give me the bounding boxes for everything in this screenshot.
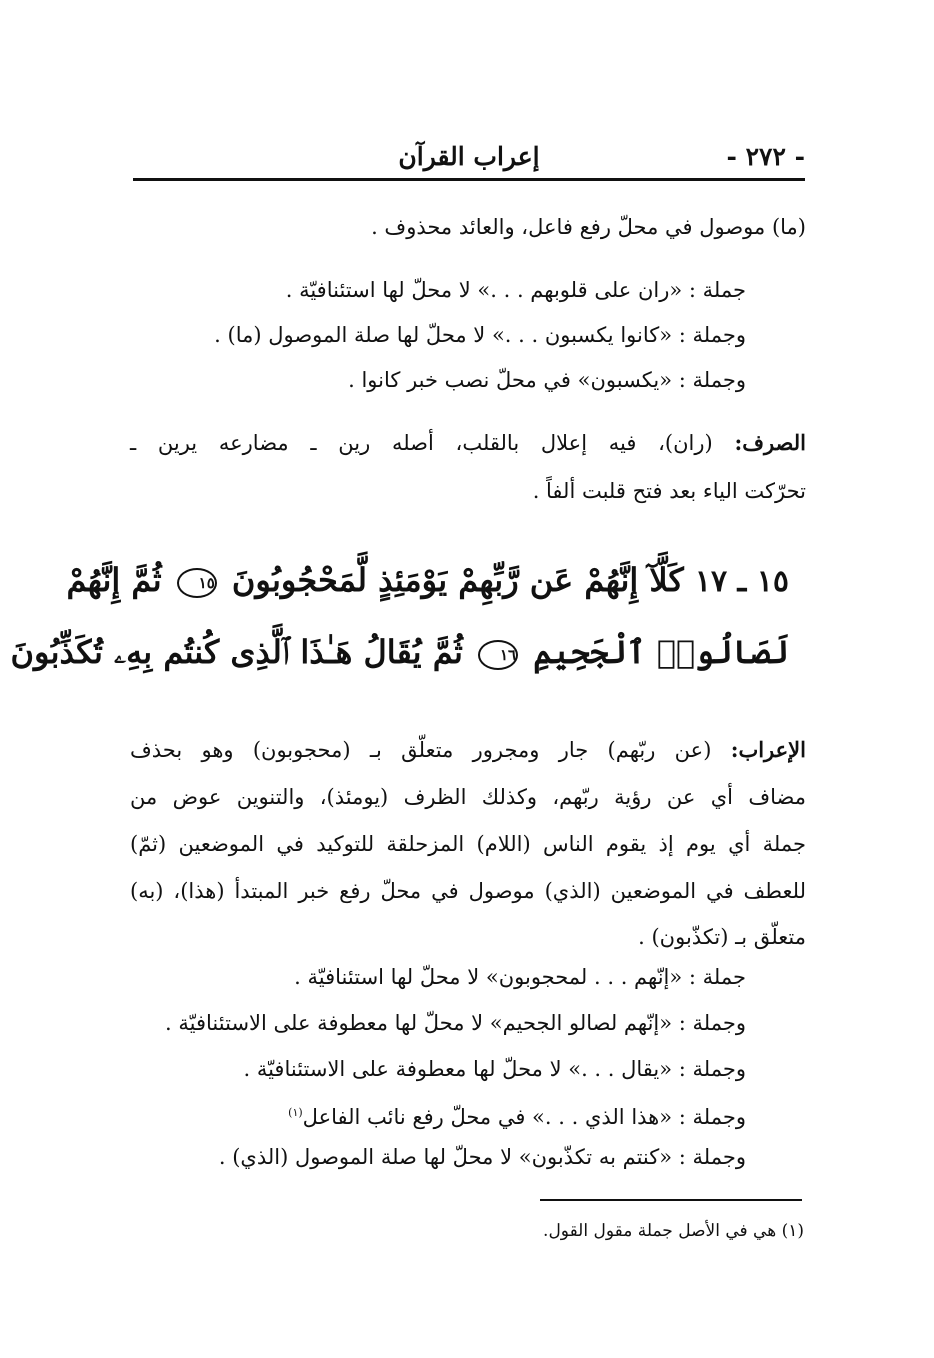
ayah-end-marker: ١٦ [478,640,518,670]
verse-number: ١٥ ـ ١٧ [694,564,789,599]
sarf-label: الصرف: [734,430,806,455]
paragraph-line: (ما) موصول في محلّ رفع فاعل، والعائد محذوف . [371,215,806,239]
sentence-line: وجملة : «كنتم به تكذّبون» لا محلّ لها صلة الموصول (الذي) . [218,1145,746,1169]
sentence-text: وجملة : «هذا الذي . . .» في محلّ رفع نائب الفاعل [302,1105,746,1129]
verse-text: ثُمَّ يُقَالُ هَـٰذَا ٱلَّذِى كُنتُم بِهِۦ تُكَذِّبُونَ [10,633,463,671]
irab-paragraph-line [130,735,806,765]
sarf-paragraph-line [130,428,806,458]
irab-paragraph-line: للعطف في الموضعين (الذي) موصول في محلّ رفع خبر المبتدأ (هذا)، (به) [130,879,806,903]
running-title: إعراب القرآن [398,142,540,171]
quran-verse-line [66,556,789,606]
ayah-end-marker: ١٥ [177,568,217,598]
quran-verse-line [10,628,789,676]
sentence-line: وجملة : «يكسبون» في محلّ نصب خبر كانوا . [348,368,746,392]
sentence-line: وجملة : «كانوا يكسبون . . .» لا محلّ لها صلة الموصول (ما) . [214,323,746,347]
sentence-line: جملة : «إنّهم . . . لمحجوبون» لا محلّ لها استئنافيّة . [294,965,746,989]
sentence-line: وجملة : «إنّهم لصالو الجحيم» لا محلّ لها معطوفة على الاستئنافيّة . [165,1011,746,1035]
sarf-paragraph-line: تحرّكت الياء بعد فتح قلبت ألفاً . [532,479,806,503]
header-rule [133,178,805,181]
irab-paragraph-line: متعلّق بـ (تكذّبون) . [638,925,806,949]
irab-text: (عن ربّهم) جار ومجرور متعلّق بـ (محجوبون) وهو بحذف [130,738,712,762]
verse-text: ثُمَّ إِنَّهُمْ [66,561,162,599]
page-number: - ٢٧٢ - [726,142,805,171]
irab-paragraph-line: مضاف أي عن رؤية ربّهم، وكذلك الظرف (يومئذ)، والتنوين عوض من [130,785,806,809]
footnote: (١) هي في الأصل جملة مقول القول. [543,1221,804,1241]
sarf-text: (ران)، فيه إعلال بالقلب، أصله رين ـ مضارعه يرين ـ [130,431,713,455]
sentence-line: جملة : «ران على قلوبهم . . .» لا محلّ لها استئنافيّة . [285,278,746,302]
footnote-marker: (١) [288,1106,303,1119]
verse-text: كَلَّآ إِنَّهُمْ عَن رَّبِّهِمْ يَوْمَئِذٍ لَّمَحْجُوبُونَ [231,561,684,599]
page-header [133,140,805,178]
irab-paragraph-line: جملة أي يوم إذ يقوم الناس (اللام) المزحلقة للتوكيد في الموضعين (ثمّ) [130,832,806,856]
footnote-rule [540,1199,802,1201]
irab-label: الإعراب: [730,737,806,762]
sentence-line: وجملة : «يقال . . .» لا محلّ لها معطوفة على الاستئنافيّة . [243,1057,746,1081]
sentence-line [288,1098,746,1132]
verse-text: لَصَالُوا۟ ٱلْجَحِيمِ [533,633,789,671]
